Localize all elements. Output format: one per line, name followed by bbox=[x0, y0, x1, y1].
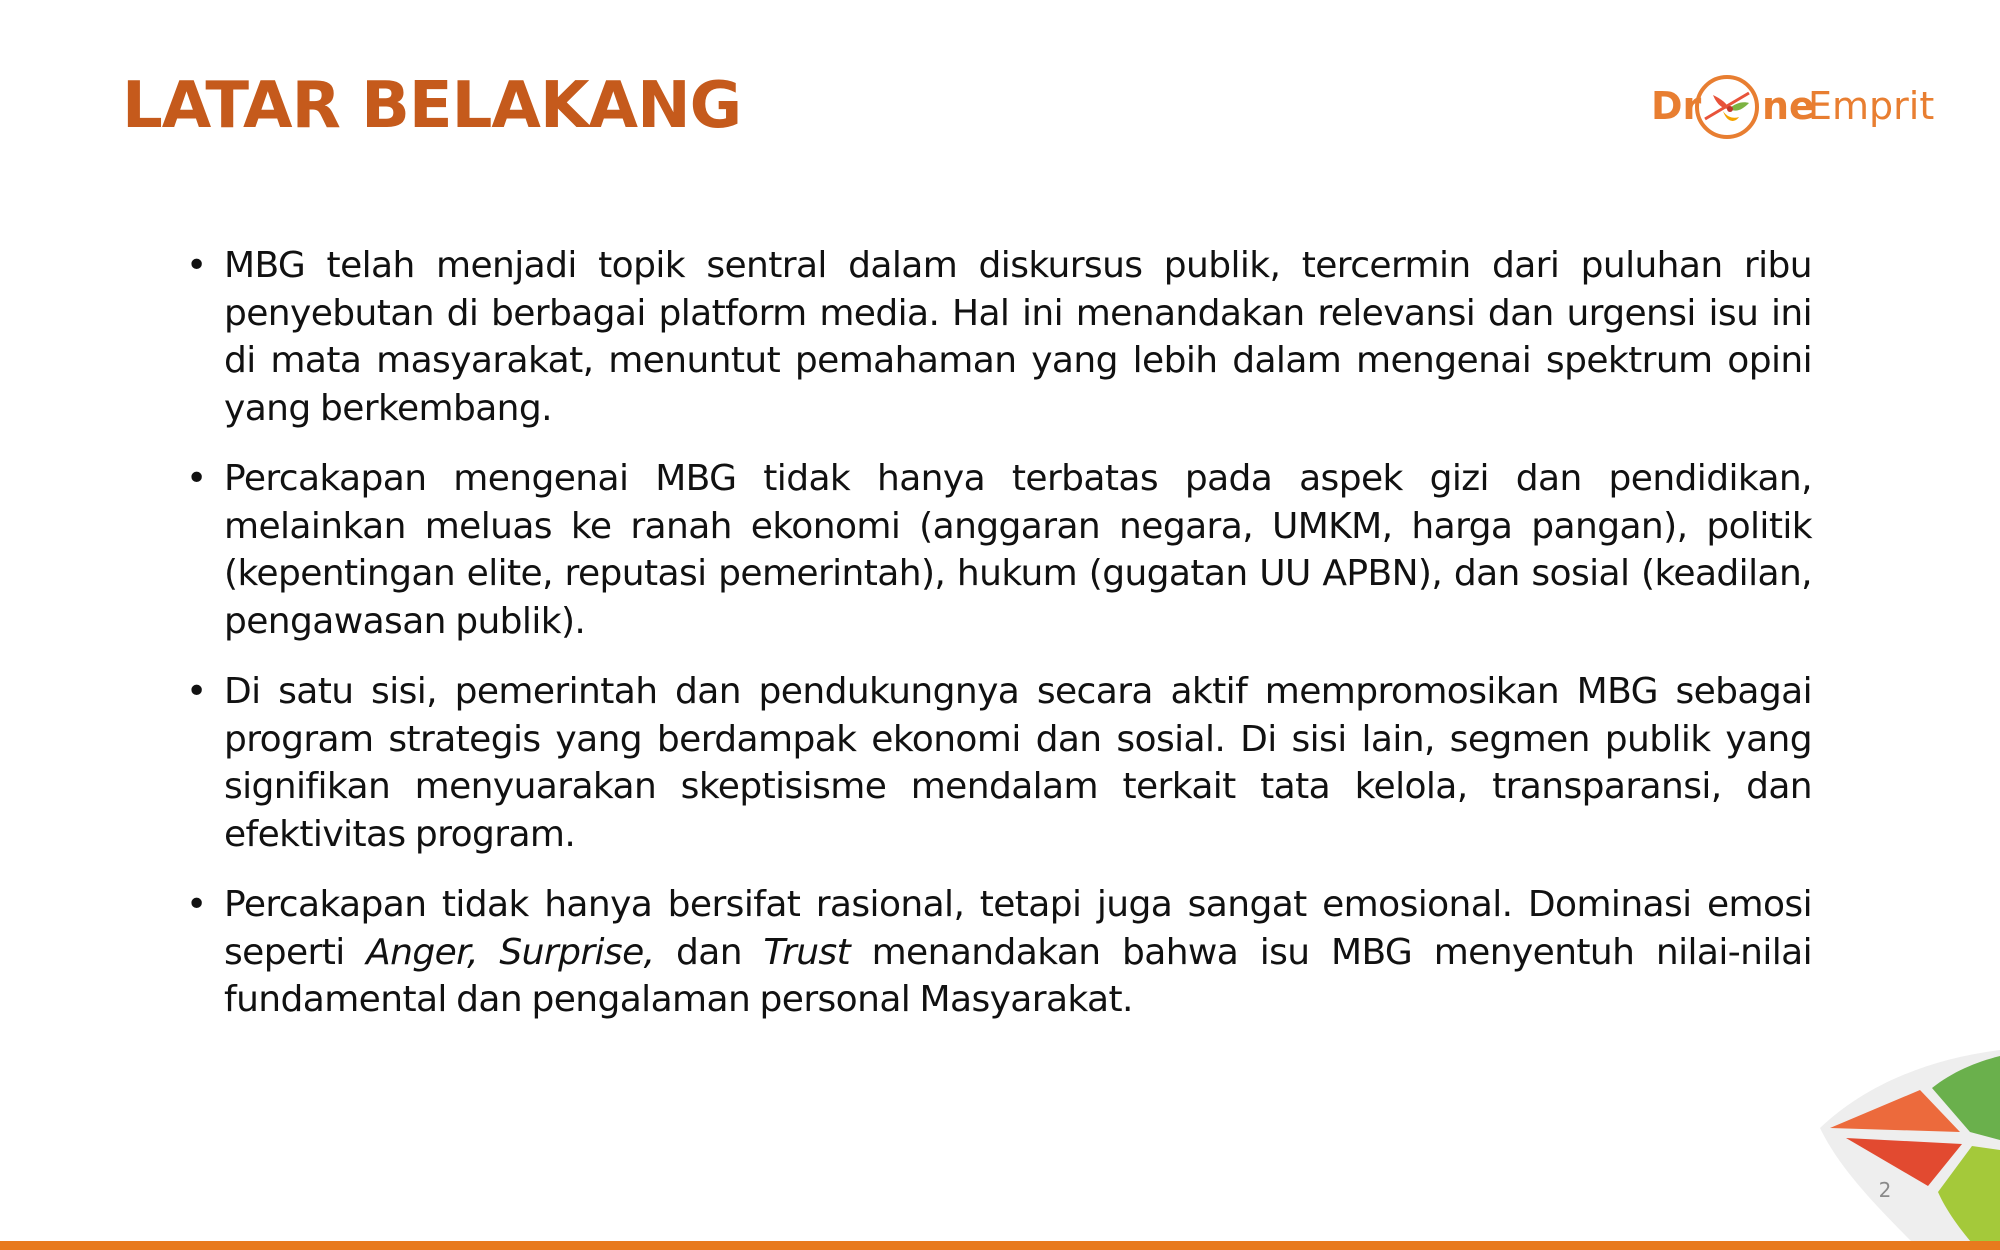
bullet-marker: • bbox=[186, 884, 207, 925]
bullet-marker: • bbox=[186, 458, 207, 499]
emphasis-trust: Trust bbox=[763, 931, 851, 973]
logo-text-dr: Dr bbox=[1651, 84, 1702, 128]
page-number: 2 bbox=[1878, 1178, 1892, 1202]
bullet-text-end: menandakan bahwa isu MBG menyentuh nilai-nilai fundamental dan pengalaman personal Masyarakat. bbox=[224, 931, 1813, 1020]
emphasis-emotions: Anger, Surprise, bbox=[366, 931, 655, 973]
bottom-accent-bar bbox=[0, 1241, 2000, 1250]
bullet-text-start: Percakapan tidak hanya bersifat rasional, tetapi juga sangat emosional. Dominasi emosi seperti bbox=[224, 884, 1812, 973]
corner-decoration bbox=[1820, 1040, 2000, 1250]
bullet-list bbox=[186, 242, 1812, 1047]
slide-title: LATAR BELAKANG bbox=[122, 69, 742, 143]
bullet-item bbox=[186, 668, 1812, 858]
bullet-marker: • bbox=[186, 671, 207, 712]
bullet-item bbox=[186, 455, 1812, 645]
logo-text-emprit: Emprit bbox=[1808, 84, 1935, 128]
logo-text-ne: ne bbox=[1762, 84, 1815, 128]
bullet-text: Percakapan mengenai MBG tidak hanya terbatas pada aspek gizi dan pendidikan, melainkan meluas ke ranah ekonomi (anggaran negara, UMKM, harga pangan), politik (kepentingan elite, reputasi pemerintah), hukum (gugatan UU APBN), dan sosial (keadilan, pengawasan publik). bbox=[224, 458, 1812, 642]
bullet-text: MBG telah menjadi topik sentral dalam diskursus publik, tercermin dari puluhan ribu penyebutan di berbagai platform media. Hal ini menandakan relevansi dan urgensi isu ini di mata masyarakat, menuntut pemahaman yang lebih dalam mengenai spektrum opini yang berkembang. bbox=[224, 245, 1812, 429]
bullet-marker: • bbox=[186, 245, 207, 286]
bullet-text-middle: dan bbox=[654, 931, 764, 973]
drone-emprit-logo bbox=[1645, 70, 1935, 145]
drone-bird-icon bbox=[1693, 73, 1761, 141]
bullet-item bbox=[186, 881, 1812, 1024]
bullet-item bbox=[186, 242, 1812, 432]
bullet-text: Di satu sisi, pemerintah dan pendukungnya secara aktif mempromosikan MBG sebagai program strategis yang berdampak ekonomi dan sosial. Di sisi lain, segmen publik yang signifikan menyuarakan skeptisisme mendalam terkait tata kelola, transparansi, dan efektivitas program. bbox=[224, 671, 1812, 855]
